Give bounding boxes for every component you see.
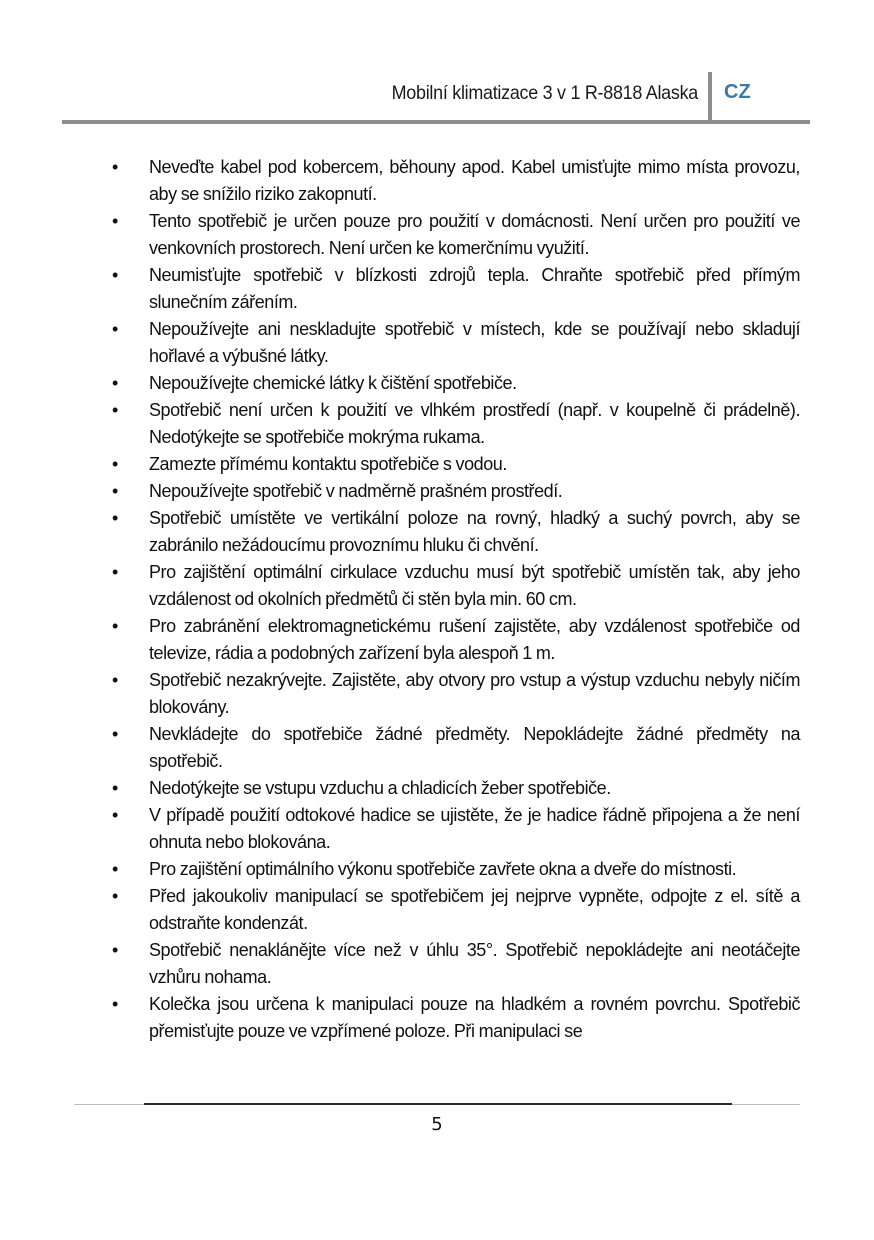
list-item: • Nevkládejte do spotřebiče žádné předměty. Nepokládejte žádné předměty na spotřebič. bbox=[108, 721, 800, 775]
list-item: • Spotřebič nezakrývejte. Zajistěte, aby otvory pro vstup a výstup vzduchu nebyly ničím blokovány. bbox=[108, 667, 800, 721]
language-code: CZ bbox=[724, 81, 751, 103]
list-item: • Tento spotřebič je určen pouze pro použití v domácnosti. Není určen pro použití ve venkovních prostorech. Není určen ke komerčnímu využití. bbox=[108, 208, 800, 262]
list-item: • Pro zabránění elektromagnetickému rušení zajistěte, aby vzdálenost spotřebiče od televize, rádia a podobných zařízení byla alespoň 1 m. bbox=[108, 613, 800, 667]
list-item: • Pro zajištění optimální cirkulace vzduchu musí být spotřebič umístěn tak, aby jeho vzdálenost od okolních předmětů či stěn byla min. 60 cm. bbox=[108, 559, 800, 613]
header-rule bbox=[62, 120, 810, 124]
list-item: • Kolečka jsou určena k manipulaci pouze na hladkém a rovném povrchu. Spotřebič přemisťujte pouze ve vzpřímené poloze. Při manipulaci se bbox=[108, 991, 800, 1045]
list-item: • Nepoužívejte ani neskladujte spotřebič v místech, kde se používají nebo skladují hořlavé a výbušné látky. bbox=[108, 316, 800, 370]
list-item: • Zamezte přímému kontaktu spotřebiče s vodou. bbox=[108, 451, 800, 478]
list-item: • Neveďte kabel pod kobercem, běhouny apod. Kabel umisťujte mimo místa provozu, aby se snížilo riziko zakopnutí. bbox=[108, 154, 800, 208]
document-title: Mobilní klimatizace 3 v 1 R-8818 Alaska bbox=[391, 82, 698, 104]
list-item: • Před jakoukoliv manipulací se spotřebičem jej nejprve vypněte, odpojte z el. sítě a odstraňte kondenzát. bbox=[108, 883, 800, 937]
bullet-list bbox=[108, 154, 800, 1045]
footer-rule-accent bbox=[144, 1103, 732, 1105]
list-item: • V případě použití odtokové hadice se ujistěte, že je hadice řádně připojena a že není ohnuta nebo blokována. bbox=[108, 802, 800, 856]
page-header bbox=[62, 72, 810, 124]
list-item: • Spotřebič umístěte ve vertikální poloze na rovný, hladký a suchý povrch, aby se zabránilo nežádoucímu provoznímu hluku či chvění. bbox=[108, 505, 800, 559]
list-item: • Neumisťujte spotřebič v blízkosti zdrojů tepla. Chraňte spotřebič před přímým slunečním zářením. bbox=[108, 262, 800, 316]
header-separator bbox=[708, 72, 712, 122]
page-number: 5 bbox=[431, 1114, 443, 1135]
list-item: • Nepoužívejte spotřebič v nadměrně prašném prostředí. bbox=[108, 478, 800, 505]
list-item: • Pro zajištění optimálního výkonu spotřebiče zavřete okna a dveře do místnosti. bbox=[108, 856, 800, 883]
list-item: • Spotřebič nenaklánějte více než v úhlu 35°. Spotřebič nepokládejte ani neotáčejte vzhůru nohama. bbox=[108, 937, 800, 991]
list-item: • Nepoužívejte chemické látky k čištění spotřebiče. bbox=[108, 370, 800, 397]
safety-instructions bbox=[108, 154, 800, 1045]
list-item: • Spotřebič není určen k použití ve vlhkém prostředí (např. v koupelně či prádelně). Nedotýkejte se spotřebiče mokrýma rukama. bbox=[108, 397, 800, 451]
list-item: • Nedotýkejte se vstupu vzduchu a chladicích žeber spotřebiče. bbox=[108, 775, 800, 802]
